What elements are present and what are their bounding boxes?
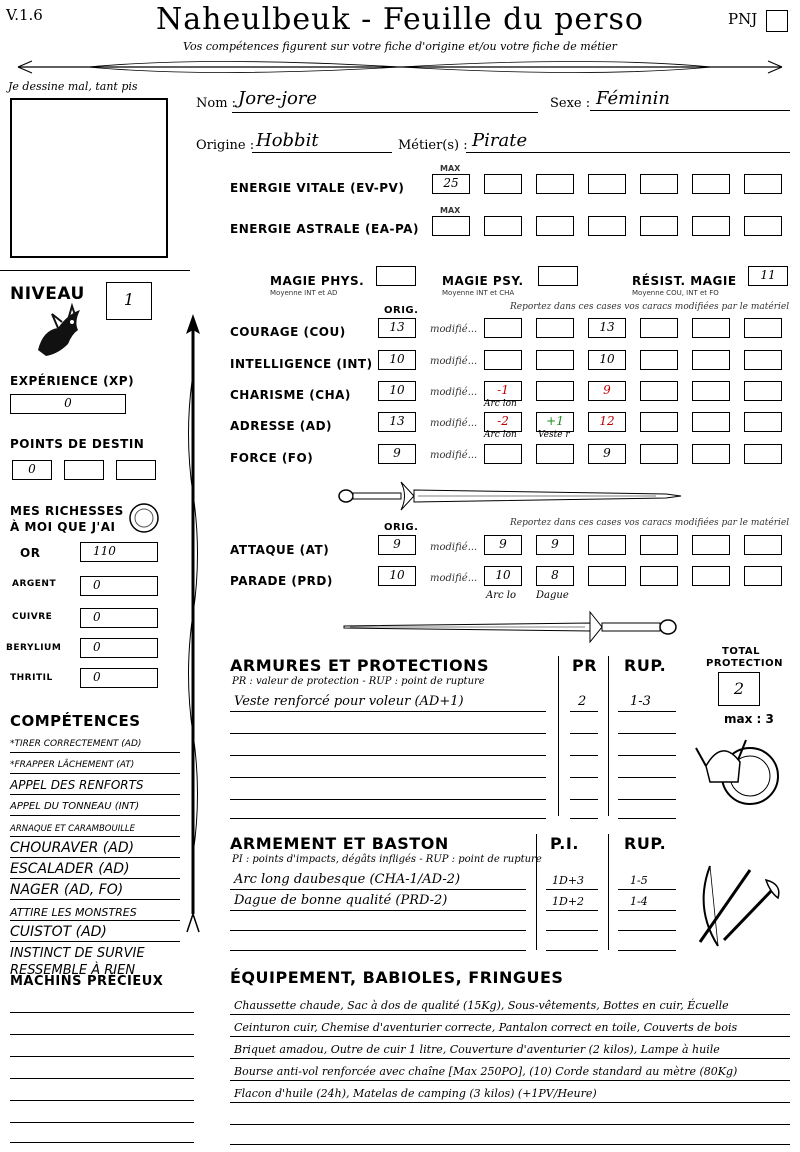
ad-adj-2-note: Veste r [538, 430, 570, 440]
magie-psy-sub: Moyenne INT et CHA [442, 289, 515, 297]
int-cell[interactable] [692, 350, 730, 370]
equipment-line[interactable]: Chaussette chaude, Sac à dos de qualité (15Kg), Sous-vêtements, Bottes en cuir, Écuelle [234, 999, 729, 1012]
cou-cell[interactable] [640, 318, 678, 338]
helmet-shield-icon [692, 726, 782, 816]
weapon-row-name[interactable]: Arc long daubesque (CHA-1/AD-2) [234, 872, 461, 887]
modifie-label: modifié... [430, 450, 478, 461]
weapon-row-pi[interactable]: 1D+2 [552, 895, 585, 908]
magie-phys-label: MAGIE PHYS. [270, 274, 365, 288]
equipment-line[interactable]: Flacon d'huile (24h), Matelas de camping (3 kilos) (+1PV/Heure) [234, 1087, 597, 1100]
metier-value[interactable]: Pirate [472, 130, 528, 151]
prd-v2[interactable]: 8 [536, 566, 574, 586]
cuivre-label: CUIVRE [12, 612, 53, 622]
armement-title: ARMEMENT ET BASTON [230, 834, 449, 853]
portrait-caption: Je dessine mal, tant pis [8, 80, 138, 93]
skill-item: ESCALADER (AD) [10, 861, 130, 877]
ea-cell[interactable] [640, 216, 678, 236]
armement-sub: PI : points d'impacts, dégâts infligés - RUP : point de rupture [232, 854, 542, 865]
total-protection-max: max : 3 [724, 712, 774, 726]
ad-cell[interactable] [692, 412, 730, 432]
coin-icon [128, 502, 160, 534]
weapon-row-name[interactable]: Dague de bonne qualité (PRD-2) [234, 893, 448, 908]
cuivre-value[interactable]: 0 [80, 608, 158, 628]
equipment-line[interactable]: Ceinturon cuir, Chemise d'aventurier correcte, Pantalon correct en toile, Couverts de bois [234, 1021, 738, 1034]
sword-icon [340, 610, 682, 644]
destin-value-1[interactable]: 0 [12, 460, 52, 480]
prd-label: PARADE (PRD) [230, 574, 333, 588]
skill-item: CUISTOT (AD) [10, 924, 107, 940]
armor-row-rup[interactable]: 1-3 [630, 694, 651, 709]
ad-adj-1-note: Arc lon [484, 430, 517, 440]
int-cell[interactable] [536, 350, 574, 370]
ev-cell[interactable] [536, 174, 574, 194]
ea-cell[interactable] [588, 216, 626, 236]
at-value[interactable]: 9 [378, 535, 416, 555]
modifie-label: modifié... [430, 573, 478, 584]
pnj-checkbox[interactable] [766, 10, 788, 32]
ev-cell[interactable] [692, 174, 730, 194]
int-cell[interactable] [640, 350, 678, 370]
cou-cell[interactable] [744, 318, 782, 338]
weapon-row-rup[interactable]: 1-5 [630, 874, 648, 887]
ea-max-label: MAX [440, 206, 461, 215]
int-value[interactable]: 10 [378, 350, 416, 370]
or-label: OR [20, 546, 41, 560]
weapon-rup-header: RUP. [624, 834, 667, 853]
cha-cell[interactable] [640, 381, 678, 401]
pr-header: PR [572, 656, 598, 675]
origine-label: Origine : [196, 138, 255, 153]
prd-cell[interactable] [744, 566, 782, 586]
at-cell[interactable] [744, 535, 782, 555]
cou-cell[interactable] [484, 318, 522, 338]
orig-label: ORIG. [384, 305, 419, 316]
skill-item: APPEL DU TONNEAU (INT) [10, 801, 140, 812]
stats-note: Reportez dans ces cases vos caracs modifiées par le matériel [510, 302, 790, 312]
berylium-value[interactable]: 0 [80, 638, 158, 658]
cha-cell[interactable] [536, 381, 574, 401]
fo-cell[interactable] [744, 444, 782, 464]
cha-cell[interactable] [744, 381, 782, 401]
ev-label: ENERGIE VITALE (EV-PV) [230, 181, 405, 195]
skill-item: ARNAQUE ET CARAMBOUILLE [10, 824, 136, 834]
modifie-label: modifié... [430, 324, 478, 335]
cou-label: COURAGE (COU) [230, 325, 346, 339]
cha-label: CHARISME (CHA) [230, 388, 351, 402]
destin-value-3[interactable] [116, 460, 156, 480]
or-value[interactable]: 110 [80, 542, 158, 562]
sword-icon [336, 478, 686, 514]
spear-icon [182, 314, 204, 934]
ea-max-value[interactable] [432, 216, 470, 236]
int-cell[interactable] [744, 350, 782, 370]
xp-value[interactable]: 0 [10, 394, 126, 414]
version-label: V.1.6 [6, 6, 43, 24]
thritil-label: THRITIL [10, 673, 53, 683]
argent-value[interactable]: 0 [80, 576, 158, 596]
prd-cell[interactable] [692, 566, 730, 586]
weapon-row-rup[interactable]: 1-4 [630, 895, 648, 908]
prd-cell[interactable] [588, 566, 626, 586]
ad-cell[interactable] [744, 412, 782, 432]
total-protection-label-2: PROTECTION [706, 658, 783, 669]
int-label: INTELLIGENCE (INT) [230, 357, 373, 371]
prd-value[interactable]: 10 [378, 566, 416, 586]
modifie-label: modifié... [430, 418, 478, 429]
cha-mod[interactable]: 9 [588, 381, 626, 401]
pnj-label: PNJ [728, 10, 758, 28]
resist-magie-value[interactable]: 11 [748, 266, 788, 286]
sexe-label: Sexe : [550, 96, 591, 111]
equipement-title: ÉQUIPEMENT, BABIOLES, FRINGUES [230, 968, 564, 987]
total-protection-value[interactable]: 2 [718, 672, 760, 706]
ev-cell[interactable] [744, 174, 782, 194]
modifie-label: modifié... [430, 356, 478, 367]
ea-cell[interactable] [536, 216, 574, 236]
resist-magie-label: RÉSIST. MAGIE [632, 274, 737, 288]
armor-row-pr[interactable]: 2 [578, 694, 587, 709]
sexe-value[interactable]: Féminin [596, 88, 670, 109]
skill-item: CHOURAVER (AD) [10, 840, 135, 856]
modifie-label: modifié... [430, 387, 478, 398]
ad-value[interactable]: 13 [378, 412, 416, 432]
richesses-label-2: À MOI QUE J'AI [10, 520, 116, 534]
magie-psy-value[interactable] [538, 266, 578, 286]
ev-max-label: MAX [440, 164, 461, 173]
fo-cell[interactable] [692, 444, 730, 464]
skill-item: APPEL DES RENFORTS [10, 778, 144, 792]
ev-cell[interactable] [640, 174, 678, 194]
cou-cell[interactable] [692, 318, 730, 338]
argent-label: ARGENT [12, 579, 57, 589]
fo-label: FORCE (FO) [230, 451, 314, 465]
ea-cell[interactable] [484, 216, 522, 236]
ev-cell[interactable] [588, 174, 626, 194]
ad-mod[interactable]: 12 [588, 412, 626, 432]
skill-item: *TIRER CORRECTEMENT (AD) [10, 739, 142, 749]
at-cell[interactable] [640, 535, 678, 555]
ea-cell[interactable] [692, 216, 730, 236]
fo-cell[interactable] [484, 444, 522, 464]
cha-value[interactable]: 10 [378, 381, 416, 401]
cha-cell[interactable] [692, 381, 730, 401]
niveau-value[interactable]: 1 [106, 282, 152, 320]
niveau-label: NIVEAU [10, 284, 85, 304]
machins-precieux-title: MACHINS PRÉCIEUX [10, 974, 164, 989]
fo-value[interactable]: 9 [378, 444, 416, 464]
equipment-line[interactable]: Briquet amadou, Outre de cuir 1 litre, Couverture d'aventurier (2 kilos), Lampe à huile [234, 1043, 720, 1056]
cha-adj[interactable]: -1 [484, 381, 522, 401]
ad-label: ADRESSE (AD) [230, 419, 333, 433]
cou-cell[interactable] [536, 318, 574, 338]
at-label: ATTAQUE (AT) [230, 543, 330, 557]
armures-title: ARMURES ET PROTECTIONS [230, 656, 489, 675]
resist-magie-sub: Moyenne COU, INT et FO [632, 289, 719, 297]
nom-value[interactable]: Jore-jore [238, 88, 318, 109]
ad-cell[interactable] [640, 412, 678, 432]
combat-note-2: Dague [536, 590, 569, 601]
page-subtitle: Vos compétences figurent sur votre fiche d'origine et/ou votre fiche de métier [183, 40, 617, 53]
berylium-label: BERYLIUM [6, 643, 62, 653]
destin-label: POINTS DE DESTIN [10, 437, 145, 451]
magie-psy-label: MAGIE PSY. [442, 274, 524, 288]
skill-item: RESSEMBLE À RIEN [10, 963, 136, 978]
ad-adj-2[interactable]: +1 [536, 412, 574, 432]
origine-value[interactable]: Hobbit [256, 130, 319, 151]
total-protection-label-1: TOTAL [722, 646, 760, 657]
page-title: Naheulbeuk - Feuille du perso [156, 2, 644, 37]
int-cell[interactable] [484, 350, 522, 370]
richesses-label-1: MES RICHESSES [10, 504, 124, 518]
prd-cell[interactable] [640, 566, 678, 586]
ad-adj-1[interactable]: -2 [484, 412, 522, 432]
equipment-line[interactable]: Bourse anti-vol renforcée avec chaîne [Max 250PO], (10) Corde standard au mètre (80Kg) [234, 1065, 738, 1078]
fo-mod[interactable]: 9 [588, 444, 626, 464]
at-cell[interactable] [692, 535, 730, 555]
nom-label: Nom : [196, 96, 237, 111]
dragon-icon [28, 300, 88, 360]
rup-header: RUP. [624, 656, 667, 675]
prd-v1[interactable]: 10 [484, 566, 522, 586]
armor-row-name[interactable]: Veste renforcé pour voleur (AD+1) [234, 694, 464, 709]
competences-title: COMPÉTENCES [10, 712, 141, 730]
at-v2[interactable]: 9 [536, 535, 574, 555]
ea-cell[interactable] [744, 216, 782, 236]
cha-adj-note: Arc lon [484, 399, 517, 409]
skill-item: *FRAPPER LÂCHEMENT (AT) [10, 760, 135, 770]
metier-label: Métier(s) : [398, 138, 468, 153]
magie-phys-value[interactable] [376, 266, 416, 286]
at-v1[interactable]: 9 [484, 535, 522, 555]
pi-header: P.I. [550, 834, 579, 853]
combat-note: Reportez dans ces cases vos caracs modifiées par le matériel [510, 518, 790, 528]
ev-max-value[interactable]: 25 [432, 174, 470, 194]
skill-item: INSTINCT DE SURVIE [10, 946, 145, 961]
cou-mod[interactable]: 13 [588, 318, 626, 338]
ea-label: ENERGIE ASTRALE (EA-PA) [230, 222, 419, 236]
int-mod[interactable]: 10 [588, 350, 626, 370]
armures-sub: PR : valeur de protection - RUP : point de rupture [232, 676, 485, 687]
magie-phys-sub: Moyenne INT et AD [270, 289, 338, 297]
combat-orig-label: ORIG. [384, 522, 419, 533]
thritil-value[interactable]: 0 [80, 668, 158, 688]
ev-cell[interactable] [484, 174, 522, 194]
xp-label: EXPÉRIENCE (XP) [10, 374, 135, 388]
cou-value[interactable]: 13 [378, 318, 416, 338]
fo-cell[interactable] [640, 444, 678, 464]
skill-item: ATTIRE LES MONSTRES [10, 906, 137, 919]
at-cell[interactable] [588, 535, 626, 555]
destin-value-2[interactable] [64, 460, 104, 480]
weapon-row-pi[interactable]: 1D+3 [552, 874, 585, 887]
weapons-icon [690, 858, 786, 954]
arrow-divider-icon [8, 54, 792, 80]
skill-item: NAGER (AD, FO) [10, 882, 124, 898]
fo-cell[interactable] [536, 444, 574, 464]
portrait-frame[interactable] [10, 98, 168, 258]
combat-note-1: Arc lo [486, 590, 516, 601]
modifie-label: modifié... [430, 542, 478, 553]
